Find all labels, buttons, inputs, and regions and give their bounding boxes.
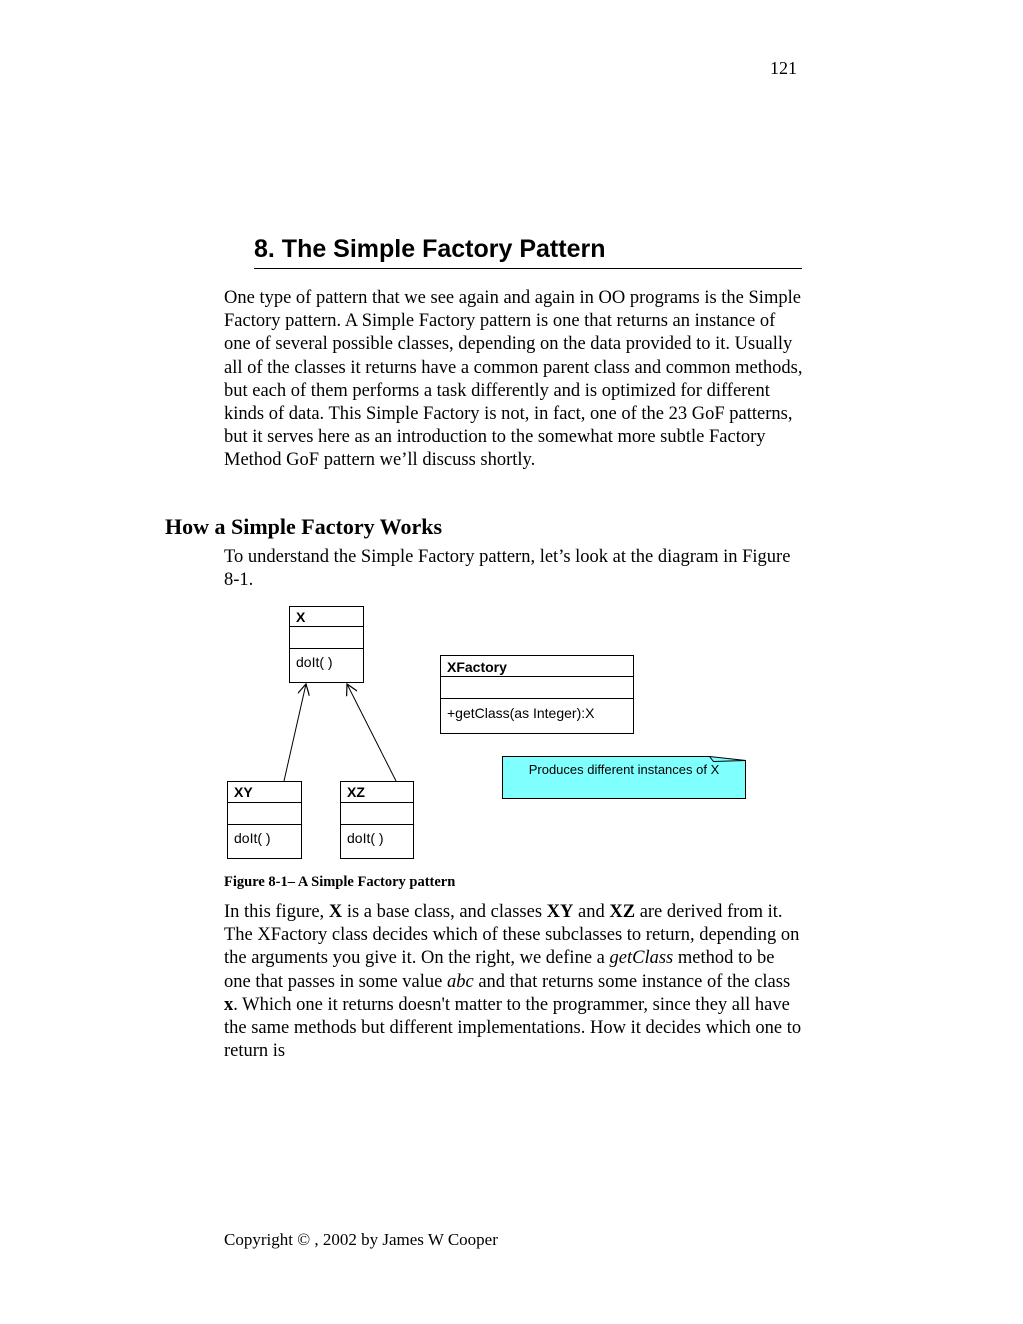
intro-text: One type of pattern that we see again and again in OO programs is the Simple Factory pattern. A Simple Factory pattern is one that returns an instance of one of several possible classes, depending on the data provided to it. Usually all of the classes it returns have a common parent class and common methods, but each of them performs a task differently and is optimized for different kinds of data. This Simple Factory is not, in fact, one of the 23 GoF patterns, but it serves here as an introduction to the somewhat more subtle Factory Method GoF pattern we’ll discuss shortly. bbox=[224, 288, 803, 471]
term-x-lower: x bbox=[224, 994, 234, 1015]
inheritance-arrow-xy bbox=[284, 684, 306, 781]
class-xy-method: doIt( ) bbox=[234, 830, 271, 846]
class-xz-name: XZ bbox=[347, 784, 365, 800]
class-x-method: doIt( ) bbox=[296, 654, 333, 670]
class-xy bbox=[228, 782, 302, 859]
body-paragraph bbox=[224, 901, 804, 1063]
body-text-5: method to be one that passes in some value bbox=[224, 948, 775, 992]
body-text-2: is a base class, and classes bbox=[342, 902, 547, 922]
class-x bbox=[290, 607, 364, 683]
figure-caption: Figure 8-1– A Simple Factory pattern bbox=[224, 874, 456, 890]
term-abc: abc bbox=[446, 971, 474, 992]
body-text bbox=[224, 901, 804, 1063]
section-heading: How a Simple Factory Works bbox=[165, 514, 443, 539]
lead-text: To understand the Simple Factory pattern, let’s look at the diagram in Figure 8-1. bbox=[224, 547, 791, 591]
xfactory-method: +getClass(as Integer):X bbox=[447, 705, 595, 721]
body-text-1: In this figure, bbox=[224, 902, 329, 922]
term-xy: XY bbox=[546, 902, 574, 922]
page-number: 121 bbox=[770, 58, 797, 78]
class-xz-method: doIt( ) bbox=[347, 830, 384, 846]
class-xz bbox=[341, 782, 414, 859]
xfactory-name: XFactory bbox=[447, 659, 507, 675]
note-box bbox=[503, 757, 746, 799]
term-x: X bbox=[328, 902, 343, 922]
note-text: Produces different instances of X bbox=[528, 762, 720, 777]
body-text-7: . Which one it returns doesn't matter to the programmer, since they all have the same methods but different implementations. How it decides which one to return is bbox=[224, 994, 802, 1062]
body-text-6: and that returns some instance of the class bbox=[473, 971, 791, 992]
chapter-title: 8. The Simple Factory Pattern bbox=[254, 232, 802, 269]
class-x-name: X bbox=[296, 609, 306, 625]
class-xy-name: XY bbox=[234, 784, 253, 800]
term-getclass: getClass bbox=[609, 948, 674, 969]
body-text-4: are derived from it. The XFactory class decides which of these subclasses to return, depending on the arguments you give it. On the right, we define a bbox=[224, 902, 800, 969]
inheritance-arrow-xz bbox=[347, 684, 396, 781]
footer-copyright: Copyright © , 2002 by James W Cooper bbox=[224, 1230, 498, 1249]
body-text-3: and bbox=[573, 902, 610, 922]
class-xfactory bbox=[441, 656, 634, 734]
term-xz: XZ bbox=[609, 902, 636, 922]
